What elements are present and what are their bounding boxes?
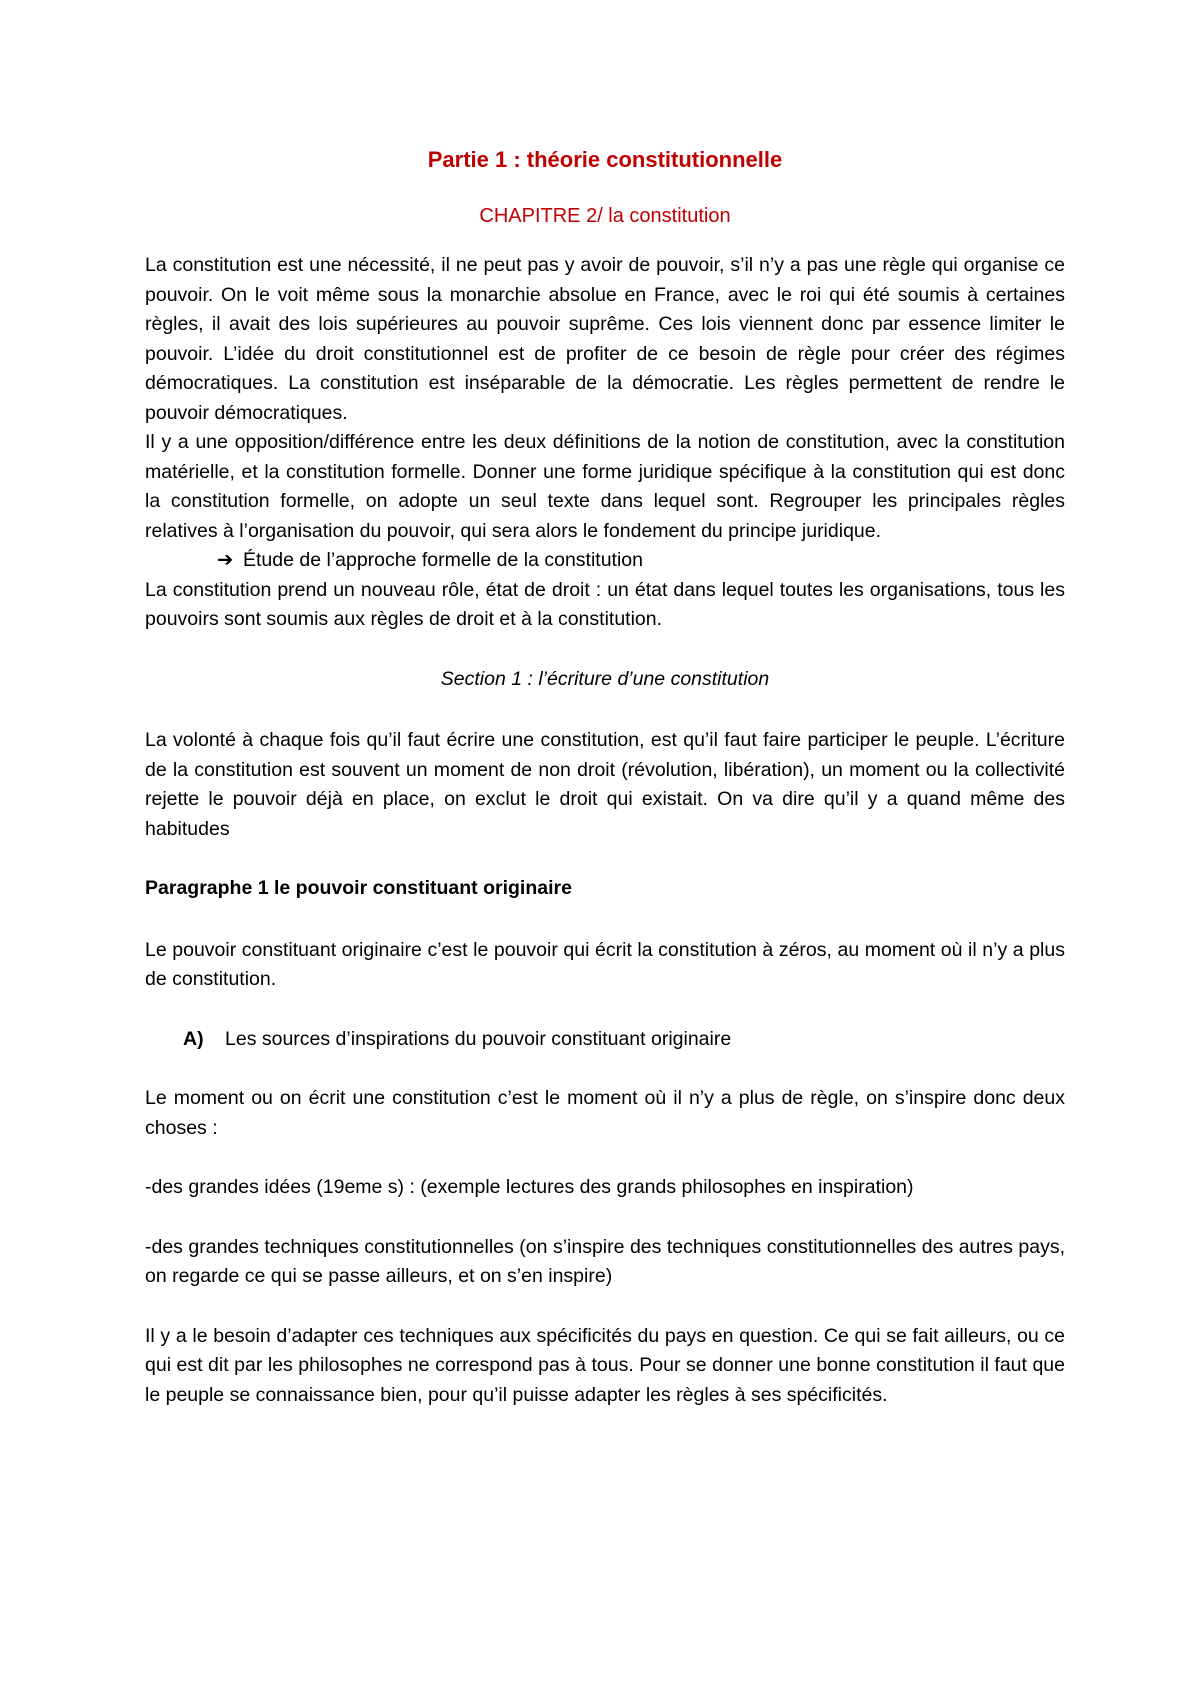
rule-of-law-paragraph: La constitution prend un nouveau rôle, état de droit : un état dans lequel toutes les organisations, tous les pouvoirs sont soumis aux règles de droit et à la constitution. bbox=[145, 578, 1065, 630]
paragraph-1-heading: Paragraphe 1 le pouvoir constituant originaire bbox=[145, 877, 572, 899]
adaptation-paragraph: Il y a le besoin d’adapter ces techniques aux spécificités du pays en question. Ce qui se fait ailleurs, ou ce qui est dit par les philosophes ne correspond pas à tous. Pour se donner une bonne constitution il faut que le peuple se connaissance bien, pour qu’il puisse adapter les règles à ses spécificités. bbox=[145, 1324, 1065, 1406]
subsection-a-heading bbox=[145, 1025, 1065, 1055]
arrow-bullet-line bbox=[145, 546, 1065, 576]
chapter-heading: CHAPITRE 2/ la constitution bbox=[479, 205, 731, 227]
intro-paragraph-1: La constitution est une nécessité, il ne peut pas y avoir de pouvoir, s’il n’y a pas une règle qui organise ce pouvoir. On le voit même sous la monarchie absolue en France, avec le roi qui été soumis à certaines règles, il avait des lois supérieures au pouvoir suprême. Ces lois viennent donc par essence limiter le pouvoir. L’idée du droit constitutionnel est de profiter de ce besoin de règle pour créer des régimes démocratiques. La constitution est inséparable de la démocratie. Les règles permettent de rendre le pouvoir démocratiques. bbox=[145, 254, 1065, 424]
inspiration-ideas-item: -des grandes idées (19eme s) : (exemple lectures des grands philosophes en inspiration) bbox=[145, 1176, 914, 1198]
arrow-bullet-text: Étude de l’approche formelle de la constitution bbox=[243, 549, 643, 571]
inspiration-techniques-item: -des grandes techniques constitutionnelles (on s’inspire des techniques constitutionnelles des autres pays, on regarde ce qui se passe ailleurs, et on s’en inspire) bbox=[145, 1235, 1065, 1287]
inspiration-intro-paragraph: Le moment ou on écrit une constitution c’est le moment où il n’y a plus de règle, on s’inspire donc deux choses : bbox=[145, 1087, 1065, 1139]
document-title: Partie 1 : théorie constitutionnelle bbox=[427, 147, 783, 172]
paragraph-1-definition: Le pouvoir constituant originaire c’est le pouvoir qui écrit la constitution à zéros, au moment où il n’y a plus de constitution. bbox=[145, 938, 1065, 990]
section-1-heading: Section 1 : l’écriture d’une constitution bbox=[440, 667, 770, 690]
section-1-paragraph: La volonté à chaque fois qu’il faut écrire une constitution, est qu’il faut faire participer le peuple. L’écriture de la constitution est souvent un moment de non droit (révolution, libération), un moment ou la collectivité rejette le pouvoir déjà en place, on exclut le droit qui existait. On va dire qu’il y a quand même des habitudes bbox=[145, 729, 1065, 840]
intro-paragraph-2: Il y a une opposition/différence entre les deux définitions de la notion de constitution, avec la constitution matérielle, et la constitution formelle. Donner une forme juridique spécifique à la constitution qui est donc la constitution formelle, on adopte un seul texte dans lequel sont. Regrouper les principales règles relatives à l’organisation du pouvoir, qui sera alors le fondement du principe juridique. bbox=[145, 431, 1065, 542]
right-arrow-icon: ➔ bbox=[217, 549, 234, 571]
subsection-a-title: Les sources d’inspirations du pouvoir constituant originaire bbox=[225, 1027, 732, 1050]
subsection-a-letter: A) bbox=[183, 1027, 204, 1050]
document-body bbox=[145, 145, 1065, 1410]
